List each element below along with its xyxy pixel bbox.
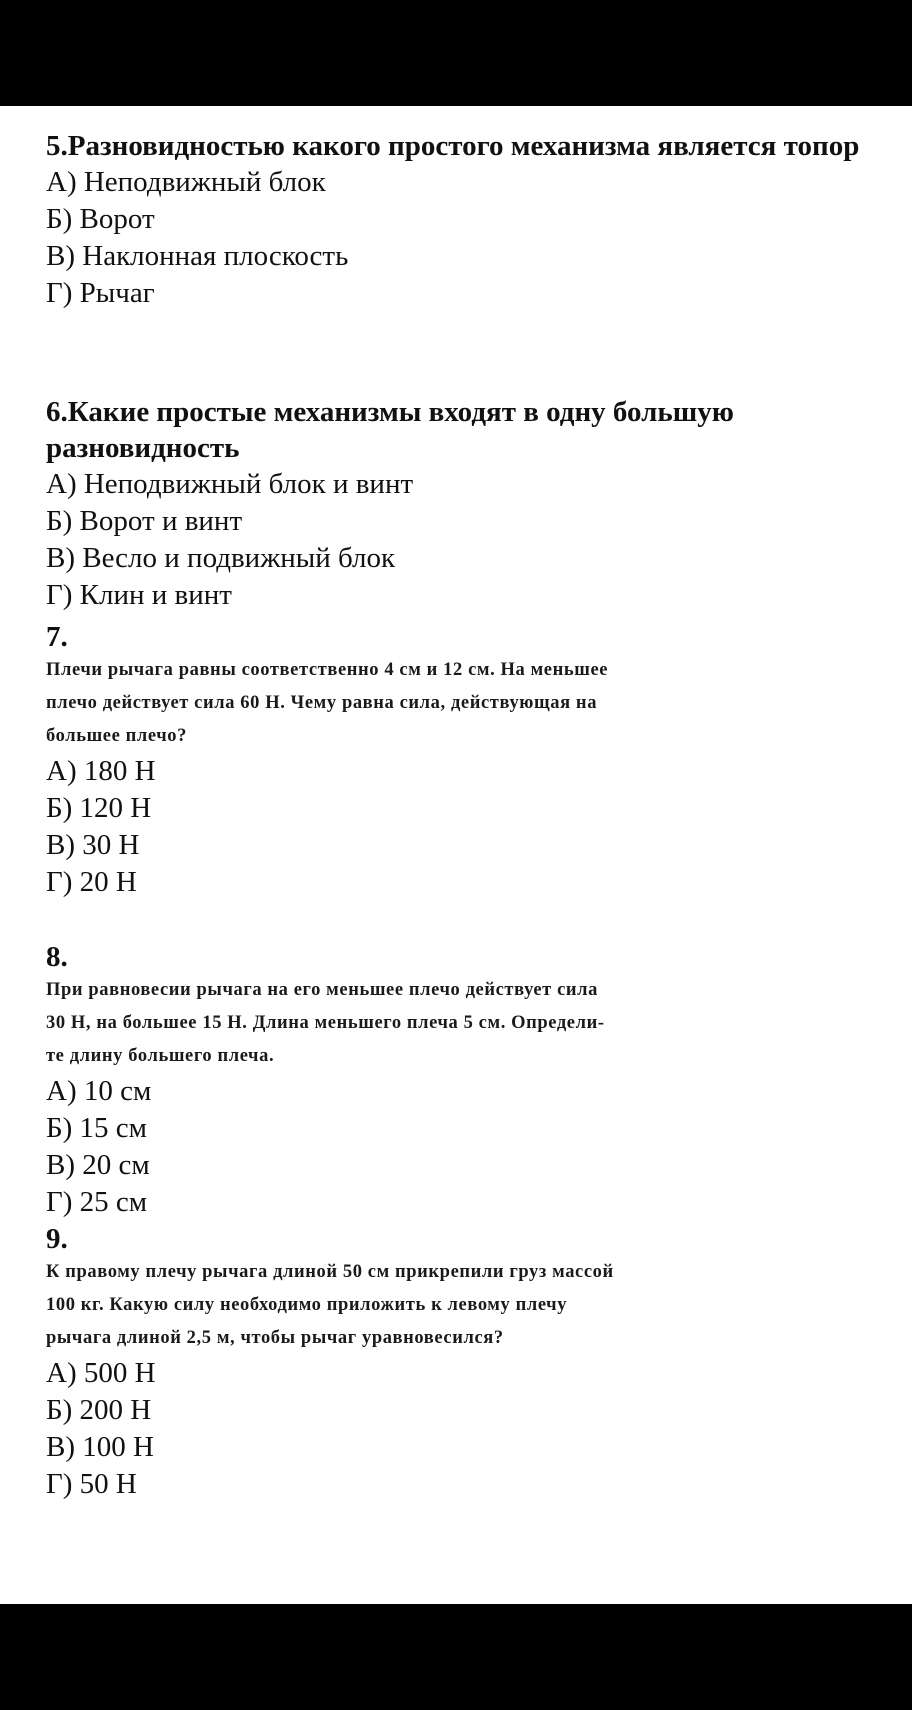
question-text-line: При равновесии рычага на его меньшее плечо действует сила xyxy=(46,980,598,1000)
answer-option-b: Б) Ворот и винт xyxy=(46,505,243,537)
question-text-line: 100 кг. Какую силу необходимо приложить к левому плечу xyxy=(46,1295,568,1315)
answer-option-a: А) 10 см xyxy=(46,1075,152,1107)
answer-option-d: Г) Рычаг xyxy=(46,277,155,309)
question-text-line: К правому плечу рычага длиной 50 см прикрепили груз массой xyxy=(46,1262,614,1282)
answer-option-b: Б) Ворот xyxy=(46,203,155,235)
answer-option-b: Б) 120 Н xyxy=(46,792,152,824)
answer-option-a: А) Неподвижный блок и винт xyxy=(46,468,414,500)
question-text-line: 30 Н, на большее 15 Н. Длина меньшего плеча 5 см. Определи- xyxy=(46,1013,605,1033)
document-page xyxy=(0,106,912,1604)
answer-option-c: В) Наклонная плоскость xyxy=(46,240,349,272)
question-title: 6.Какие простые механизмы входят в одну большую разновидность xyxy=(46,396,734,464)
answer-options xyxy=(46,164,876,312)
answer-option-a: А) Неподвижный блок xyxy=(46,166,326,198)
answer-option-d: Г) 20 Н xyxy=(46,866,137,898)
question-6 xyxy=(46,394,876,614)
answer-option-c: В) 30 Н xyxy=(46,829,140,861)
answer-option-c: В) 100 Н xyxy=(46,1431,154,1463)
answer-option-a: А) 500 Н xyxy=(46,1357,156,1389)
answer-options xyxy=(46,753,876,901)
question-7 xyxy=(46,620,876,901)
answer-option-a: А) 180 Н xyxy=(46,755,156,787)
answer-options xyxy=(46,1355,876,1503)
question-number: 8. xyxy=(46,941,68,973)
answer-option-d: Г) 50 Н xyxy=(46,1468,137,1500)
answer-option-b: Б) 15 см xyxy=(46,1112,148,1144)
answer-option-d: Г) 25 см xyxy=(46,1186,148,1218)
answer-option-d: Г) Клин и винт xyxy=(46,579,232,611)
question-text-line: рычага длиной 2,5 м, чтобы рычаг уравновесился? xyxy=(46,1328,504,1348)
question-text-line: плечо действует сила 60 Н. Чему равна сила, действующая на xyxy=(46,693,598,713)
answer-option-c: В) Весло и подвижный блок xyxy=(46,542,396,574)
question-number: 9. xyxy=(46,1223,68,1255)
answer-option-b: Б) 200 Н xyxy=(46,1394,152,1426)
question-5 xyxy=(46,128,876,312)
question-title: 5.Разновидностью какого простого механизма является топор xyxy=(46,130,860,162)
answer-option-c: В) 20 см xyxy=(46,1149,150,1181)
answer-options xyxy=(46,466,876,614)
question-9 xyxy=(46,1222,876,1503)
question-text-line: те длину большего плеча. xyxy=(46,1046,275,1066)
question-8 xyxy=(46,940,876,1221)
question-text-line: Плечи рычага равны соответственно 4 см и 12 см. На меньшее xyxy=(46,660,609,680)
question-number: 7. xyxy=(46,621,68,653)
answer-options xyxy=(46,1073,876,1221)
question-text-line: большее плечо? xyxy=(46,726,187,746)
